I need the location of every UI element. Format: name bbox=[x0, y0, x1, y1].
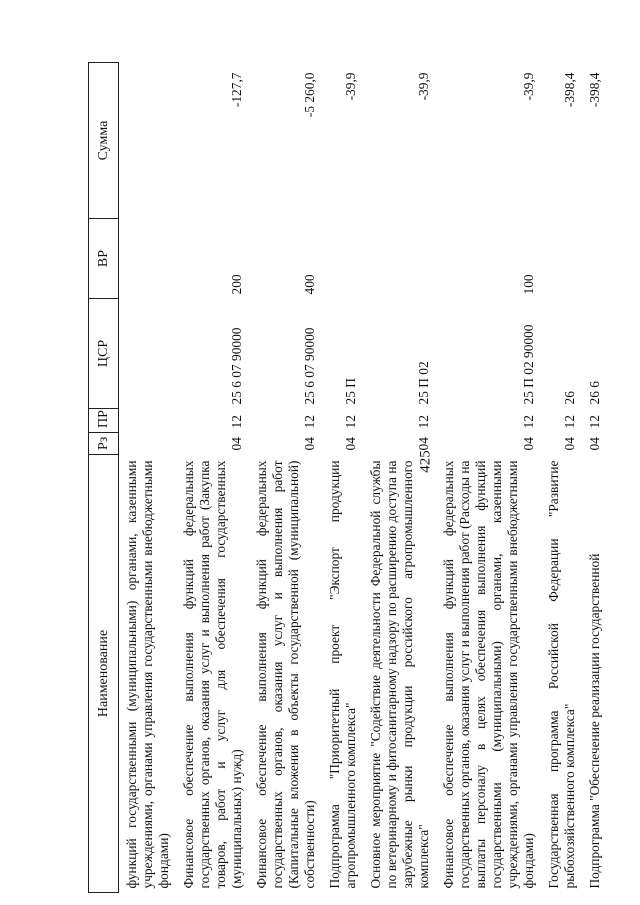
row-csr: 25 6 07 90000 bbox=[302, 327, 317, 405]
page-number: 425 bbox=[417, 450, 434, 473]
row-pr: 12 bbox=[416, 415, 431, 429]
table-row bbox=[541, 63, 582, 893]
row-vr bbox=[363, 219, 436, 299]
header-vr: ВР bbox=[89, 219, 119, 299]
row-name: Финансовое обеспечение выполнения функций федеральных государственных органов, оказания услуг и выполнения работ (Расходы на выплаты персоналу в целях обеспечения выполнения функций государственными (муниципальными) органами, казенными учреждениями, органами управления государственными внебюджетными фондами) bbox=[441, 460, 536, 889]
row-sum: -39,9 bbox=[416, 72, 431, 101]
row-vr bbox=[582, 219, 607, 299]
row-sum: -5 260,0 bbox=[302, 72, 317, 118]
row-csr: 25 6 07 90000 bbox=[229, 327, 244, 405]
row-name: Государственная программа Российской Федерации "Развитие рыбохозяйственного комплекса" bbox=[546, 460, 577, 889]
header-rz: Рз bbox=[89, 433, 119, 455]
row-rz: 04 bbox=[302, 437, 317, 451]
header-name: Наименование bbox=[89, 455, 119, 893]
row-name: Финансовое обеспечение выполнения функций федеральных государственных органов, оказания услуг и выполнения работ (Закупка товаров, работ и услуг для обеспечения государственных (муниципальных) нужд) bbox=[181, 460, 244, 889]
row-pr: 12 bbox=[521, 415, 536, 429]
header-pr: ПР bbox=[89, 409, 119, 433]
row-rz: 04 bbox=[562, 437, 577, 451]
row-name: функций государственными (муниципальными) органами, казенными учреждениями, органами управления государственными внебюджетными фондами) bbox=[124, 460, 171, 889]
row-rz: 04 bbox=[587, 437, 602, 451]
row-sum: -398,4 bbox=[587, 72, 602, 108]
budget-table bbox=[88, 62, 607, 893]
row-rz: 04 bbox=[416, 437, 431, 451]
row-rz: 04 bbox=[521, 437, 536, 451]
row-vr: 400 bbox=[302, 274, 317, 295]
row-rz: 04 bbox=[343, 437, 358, 451]
table-header-row bbox=[89, 63, 119, 893]
row-csr: 25 П bbox=[343, 378, 358, 405]
row-pr: 12 bbox=[302, 415, 317, 429]
table-row bbox=[119, 63, 177, 893]
row-name: Подпрограмма "Обеспечение реализации государственной bbox=[587, 553, 602, 889]
table-row bbox=[322, 63, 363, 893]
row-pr: 12 bbox=[562, 415, 577, 429]
rotated-table-container bbox=[88, 63, 602, 893]
table-row bbox=[249, 63, 322, 893]
row-vr bbox=[541, 219, 582, 299]
row-vr: 100 bbox=[521, 274, 536, 295]
table-row bbox=[176, 63, 249, 893]
row-vr: 200 bbox=[229, 274, 244, 295]
table-row bbox=[436, 63, 541, 893]
row-sum: -398,4 bbox=[562, 72, 577, 108]
header-sum: Сумма bbox=[89, 63, 119, 219]
row-rz: 04 bbox=[229, 437, 244, 451]
row-sum bbox=[119, 63, 177, 219]
row-pr bbox=[119, 409, 177, 433]
row-vr bbox=[119, 219, 177, 299]
row-sum: -127,7 bbox=[229, 72, 244, 108]
row-name: Подпрограмма "Приоритетный проект "Экспорт продукции агропромышленного комплекса" bbox=[327, 460, 358, 889]
row-csr: 25 П 02 90000 bbox=[521, 324, 536, 405]
row-pr: 12 bbox=[343, 415, 358, 429]
row-sum: -39,9 bbox=[343, 72, 358, 101]
row-csr: 26 bbox=[562, 391, 577, 405]
header-csr: ЦСР bbox=[89, 299, 119, 409]
row-rz bbox=[119, 433, 177, 455]
row-name: Основное мероприятие "Содействие деятельности Федеральной службы по ветеринарному и фитосанитарному надзору по расширению доступа на зарубежные рынки продукции российского агропромышленного комплекса" bbox=[368, 460, 431, 889]
table-row bbox=[582, 63, 607, 893]
row-vr bbox=[322, 219, 363, 299]
row-pr: 12 bbox=[587, 415, 602, 429]
row-csr: 25 П 02 bbox=[416, 361, 431, 405]
row-pr: 12 bbox=[229, 415, 244, 429]
row-csr: 26 6 bbox=[587, 381, 602, 405]
row-csr bbox=[119, 299, 177, 409]
table-row bbox=[363, 63, 436, 893]
row-sum: -39,9 bbox=[521, 72, 536, 101]
row-name: Финансовое обеспечение выполнения функций федеральных государственных органов, оказания услуг и выполнения работ (Капитальные вложения в объекты государственной (муниципальной) собственности) bbox=[254, 460, 317, 889]
